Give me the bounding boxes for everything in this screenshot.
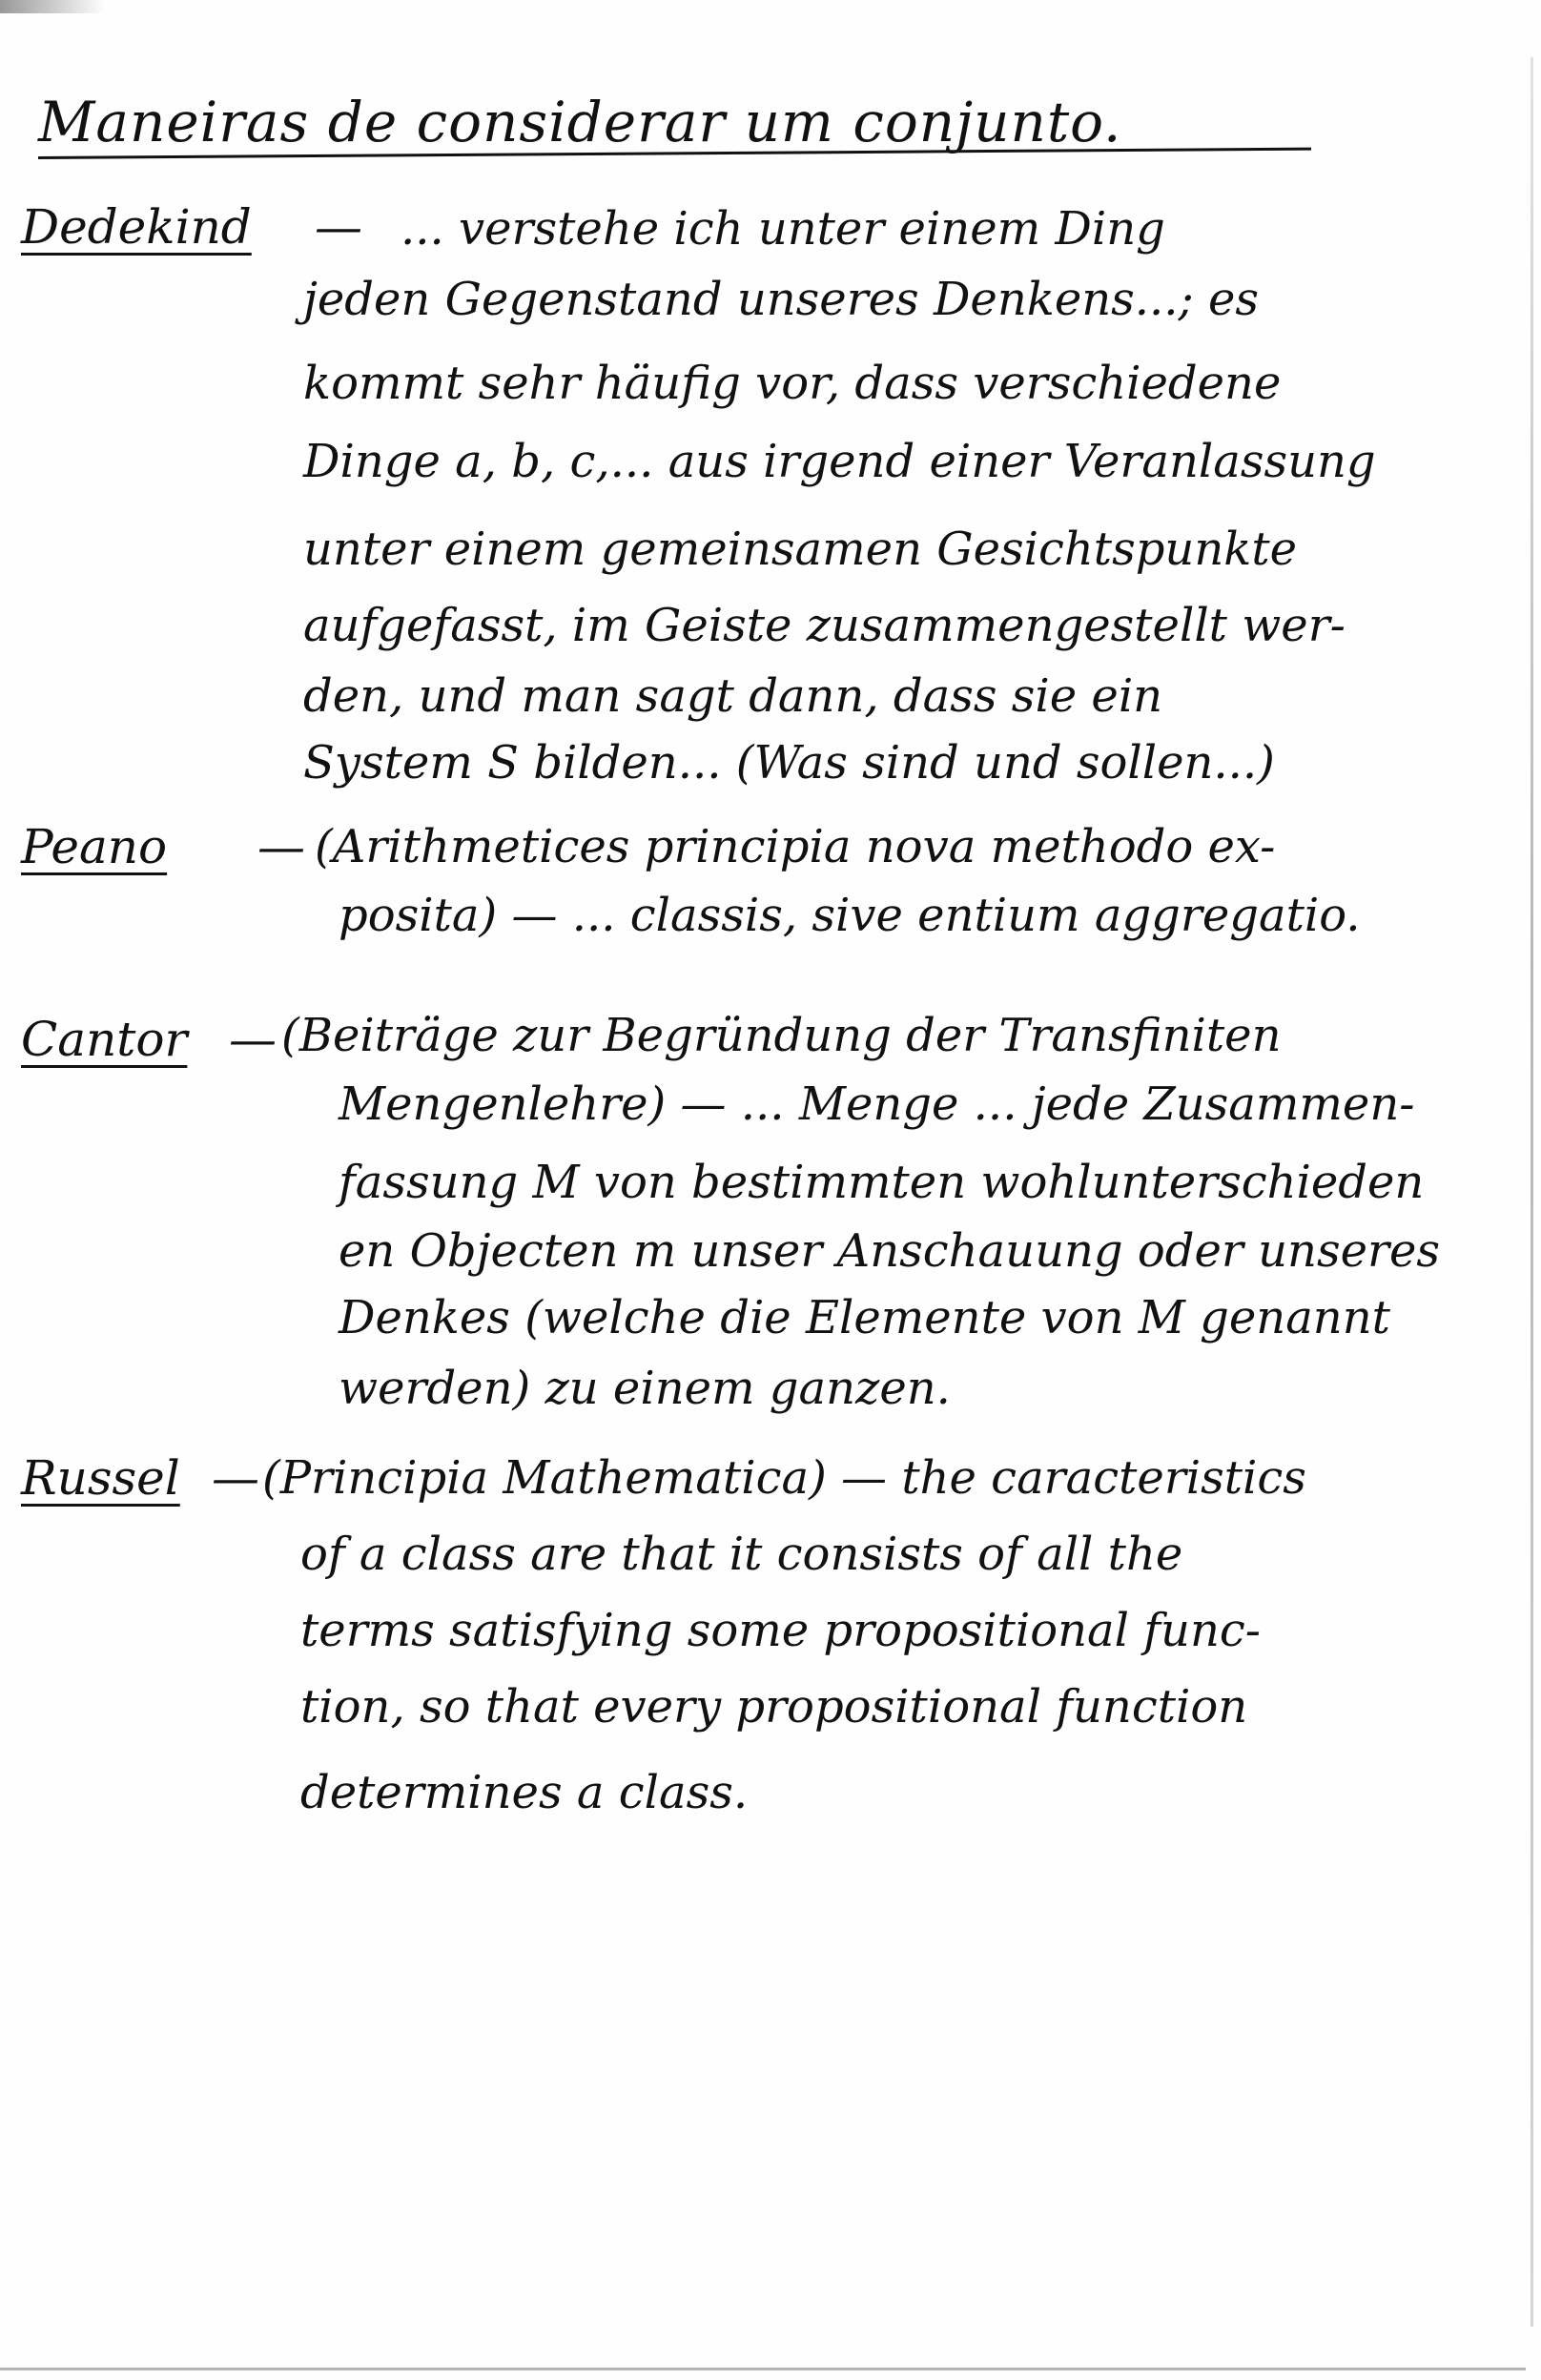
entry-line: (Principia Mathematica) — the caracteristics xyxy=(262,1451,1306,1505)
entry-dash: — xyxy=(229,1012,277,1067)
entry-line: posita) — ... classis, sive entium aggregatio. xyxy=(339,889,1361,942)
entry-line: ... verstehe ich unter einem Ding xyxy=(401,202,1165,256)
entry-name: Cantor xyxy=(21,1012,188,1067)
entry-line: jeden Gegenstand unseres Denkens...; es xyxy=(303,273,1260,326)
entry-dash: — xyxy=(257,819,305,874)
entry-line: Denkes (welche die Elemente von M genannt xyxy=(339,1291,1390,1344)
entry-dash: — xyxy=(315,199,362,255)
page-title: Maneiras de considerar um conjunto. xyxy=(38,90,1122,154)
entry-name: Russel xyxy=(21,1450,180,1506)
entry-line: of a class are that it consists of all the xyxy=(300,1528,1183,1581)
entry-name: Dedekind xyxy=(21,199,252,255)
entry-line: werden) zu einem ganzen. xyxy=(339,1362,951,1415)
entry-name: Peano xyxy=(21,819,168,874)
entry-line: (Beiträge zur Begründung der Transfiniten xyxy=(281,1009,1282,1062)
entry-line: Mengenlehre) — ... Menge ... jede Zusammen- xyxy=(339,1077,1415,1131)
entry-line: tion, so that every propositional function xyxy=(300,1680,1248,1734)
entry-line: en Objecten m unser Anschauung oder unseres xyxy=(339,1224,1440,1278)
entry-line: Dinge a, b, c,... aus irgend einer Veranlassung xyxy=(303,435,1376,488)
entry-line: aufgefasst, im Geiste zusammengestellt wer- xyxy=(303,599,1346,652)
entry-line: determines a class. xyxy=(300,1766,749,1819)
page-edge-bottom xyxy=(0,2368,1526,2370)
corner-smudge xyxy=(0,0,105,13)
entry-line: kommt sehr häufig vor, dass verschiedene xyxy=(303,357,1282,410)
entry-line: (Arithmetices principia nova methodo ex- xyxy=(315,820,1276,873)
page-edge-right xyxy=(1531,57,1533,2327)
entry-line: fassung M von bestimmten wohlunterschieden xyxy=(339,1156,1425,1209)
entry-line: System S bilden... (Was sind und sollen...) xyxy=(303,736,1275,790)
entry-line: terms satisfying some propositional func- xyxy=(300,1604,1261,1657)
entry-dash: — xyxy=(212,1450,259,1506)
entry-line: den, und man sagt dann, dass sie ein xyxy=(303,669,1163,723)
entry-line: unter einem gemeinsamen Gesichtspunkte xyxy=(303,523,1298,576)
